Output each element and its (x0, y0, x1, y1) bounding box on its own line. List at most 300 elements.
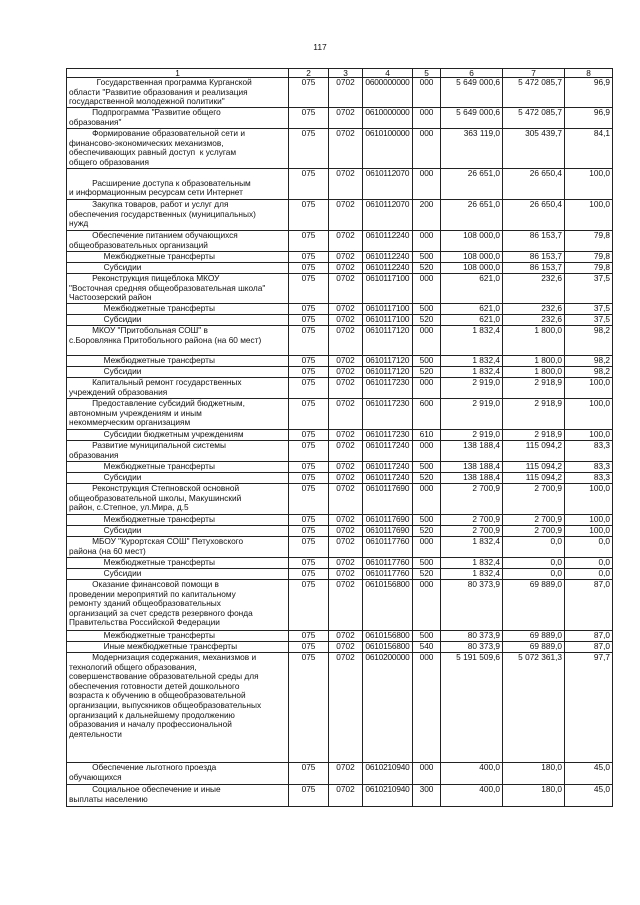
section-code: 0702 (329, 473, 363, 484)
target-article-code: 0610156800 (363, 642, 413, 653)
target-article-code: 0610117100 (363, 274, 413, 304)
grbs-code: 075 (289, 763, 329, 785)
table-row (67, 315, 613, 326)
planned-amount: 2 919,0 (441, 430, 503, 441)
target-article-code: 0610117120 (363, 356, 413, 367)
grbs-code: 075 (289, 631, 329, 642)
section-code: 0702 (329, 484, 363, 515)
table-row (67, 304, 613, 315)
executed-amount: 115 094,2 (503, 473, 565, 484)
execution-percent: 100,0 (565, 399, 613, 430)
section-code: 0702 (329, 515, 363, 526)
item-name: МБОУ "Курортская СОШ" Петуховского района (на 60 мест) (67, 537, 289, 558)
expense-type-code: 300 (413, 785, 441, 807)
table-row (67, 430, 613, 441)
section-code: 0702 (329, 263, 363, 274)
execution-percent: 79,8 (565, 252, 613, 263)
section-code: 0702 (329, 78, 363, 108)
table-row (67, 785, 613, 807)
grbs-code: 075 (289, 378, 329, 399)
grbs-code: 075 (289, 399, 329, 430)
grbs-code: 075 (289, 580, 329, 631)
target-article-code: 0610117690 (363, 484, 413, 515)
execution-percent: 37,5 (565, 315, 613, 326)
item-name: Предоставление субсидий бюджетным, автономным учреждениям и иным некоммерческим организациям (67, 399, 289, 430)
executed-amount: 180,0 (503, 785, 565, 807)
execution-percent: 100,0 (565, 200, 613, 231)
planned-amount: 621,0 (441, 274, 503, 304)
execution-percent: 45,0 (565, 763, 613, 785)
execution-percent: 87,0 (565, 631, 613, 642)
target-article-code: 0610112240 (363, 231, 413, 252)
target-article-code: 0610112240 (363, 252, 413, 263)
executed-amount: 180,0 (503, 763, 565, 785)
section-code: 0702 (329, 785, 363, 807)
expense-type-code: 500 (413, 356, 441, 367)
section-code: 0702 (329, 580, 363, 631)
section-code: 0702 (329, 569, 363, 580)
execution-percent: 100,0 (565, 378, 613, 399)
execution-percent: 79,8 (565, 231, 613, 252)
item-name: Расширение доступа к образовательным и информационным ресурсам сети Интернет (67, 169, 289, 200)
target-article-code: 0610112070 (363, 200, 413, 231)
expense-type-code: 520 (413, 473, 441, 484)
item-name: Социальное обеспечение и иные выплаты населению (67, 785, 289, 807)
target-article-code: 0610117120 (363, 326, 413, 356)
target-article-code: 0610156800 (363, 580, 413, 631)
executed-amount: 232,6 (503, 315, 565, 326)
column-header: 7 (503, 69, 565, 78)
target-article-code: 0610117100 (363, 315, 413, 326)
item-name: Реконструкция пищеблока МКОУ "Восточная средняя общеобразовательная школа" Частоозерский район (67, 274, 289, 304)
grbs-code: 075 (289, 169, 329, 200)
section-code: 0702 (329, 129, 363, 169)
execution-percent: 87,0 (565, 642, 613, 653)
expense-type-code: 610 (413, 430, 441, 441)
planned-amount: 2 700,9 (441, 526, 503, 537)
expense-type-code: 520 (413, 569, 441, 580)
expense-type-code: 500 (413, 462, 441, 473)
planned-amount: 1 832,4 (441, 537, 503, 558)
table-row (67, 642, 613, 653)
section-code: 0702 (329, 462, 363, 473)
execution-percent: 100,0 (565, 484, 613, 515)
section-code: 0702 (329, 441, 363, 462)
column-header: 4 (363, 69, 413, 78)
item-name: Развитие муниципальной системы образования (67, 441, 289, 462)
grbs-code: 075 (289, 326, 329, 356)
section-code: 0702 (329, 378, 363, 399)
planned-amount: 1 832,4 (441, 367, 503, 378)
executed-amount: 0,0 (503, 569, 565, 580)
planned-amount: 138 188,4 (441, 462, 503, 473)
planned-amount: 26 651,0 (441, 169, 503, 200)
target-article-code: 0610156800 (363, 631, 413, 642)
table-row (67, 399, 613, 430)
table-row (67, 367, 613, 378)
grbs-code: 075 (289, 558, 329, 569)
planned-amount: 1 832,4 (441, 356, 503, 367)
column-header: 3 (329, 69, 363, 78)
expense-type-code: 000 (413, 484, 441, 515)
planned-amount: 138 188,4 (441, 441, 503, 462)
planned-amount: 80 373,9 (441, 631, 503, 642)
section-code: 0702 (329, 169, 363, 200)
execution-percent: 87,0 (565, 580, 613, 631)
planned-amount: 1 832,4 (441, 326, 503, 356)
section-code: 0702 (329, 315, 363, 326)
executed-amount: 2 700,9 (503, 515, 565, 526)
item-name: Закупка товаров, работ и услуг для обеспечения государственных (муниципальных) нужд (67, 200, 289, 231)
execution-percent: 100,0 (565, 526, 613, 537)
table-row (67, 580, 613, 631)
table-row (67, 558, 613, 569)
target-article-code: 0610210940 (363, 763, 413, 785)
target-article-code: 0610117240 (363, 462, 413, 473)
planned-amount: 2 700,9 (441, 515, 503, 526)
target-article-code: 0610100000 (363, 129, 413, 169)
planned-amount: 5 649 000,6 (441, 78, 503, 108)
item-name: Межбюджетные трансферты (67, 462, 289, 473)
execution-percent: 100,0 (565, 430, 613, 441)
planned-amount: 400,0 (441, 785, 503, 807)
execution-percent: 84,1 (565, 129, 613, 169)
executed-amount: 69 889,0 (503, 580, 565, 631)
table-row (67, 526, 613, 537)
planned-amount: 5 191 509,6 (441, 653, 503, 763)
item-name: Межбюджетные трансферты (67, 631, 289, 642)
executed-amount: 2 918,9 (503, 378, 565, 399)
item-name: Межбюджетные трансферты (67, 304, 289, 315)
table-row (67, 274, 613, 304)
target-article-code: 0610000000 (363, 108, 413, 129)
item-name: Межбюджетные трансферты (67, 558, 289, 569)
executed-amount: 232,6 (503, 274, 565, 304)
item-name: Субсидии (67, 473, 289, 484)
item-name: Субсидии бюджетным учреждениям (67, 430, 289, 441)
target-article-code: 0610117690 (363, 526, 413, 537)
section-code: 0702 (329, 642, 363, 653)
expense-type-code: 000 (413, 326, 441, 356)
planned-amount: 2 700,9 (441, 484, 503, 515)
execution-percent: 96,9 (565, 108, 613, 129)
expense-type-code: 520 (413, 526, 441, 537)
item-name: Модернизация содержания, механизмов и технологий общего образования, совершенствование образовательной среды для обеспечения готовности детей дошкольного возраста к обучению в общеобразовательной организации, выпускников общеобразовательных организаций к дальнейшему продолжению образования и началу профессиональной деятельности (67, 653, 289, 763)
column-number-row (67, 69, 613, 78)
target-article-code: 0610117230 (363, 430, 413, 441)
item-name: Межбюджетные трансферты (67, 515, 289, 526)
section-code: 0702 (329, 763, 363, 785)
executed-amount: 232,6 (503, 304, 565, 315)
grbs-code: 075 (289, 441, 329, 462)
item-name: Обеспечение льготного проезда обучающихся (67, 763, 289, 785)
table-row (67, 263, 613, 274)
planned-amount: 80 373,9 (441, 580, 503, 631)
executed-amount: 2 700,9 (503, 484, 565, 515)
target-article-code: 0610117760 (363, 558, 413, 569)
executed-amount: 5 072 361,3 (503, 653, 565, 763)
expense-type-code: 000 (413, 653, 441, 763)
table-row (67, 252, 613, 263)
page-number: 117 (313, 42, 327, 52)
column-header: 2 (289, 69, 329, 78)
grbs-code: 075 (289, 108, 329, 129)
execution-percent: 0,0 (565, 537, 613, 558)
item-name: Формирование образовательной сети и финансово-экономических механизмов, обеспечивающих равный доступ к услугам общего образования (67, 129, 289, 169)
table-row (67, 231, 613, 252)
table-row (67, 763, 613, 785)
target-article-code: 0610117690 (363, 515, 413, 526)
grbs-code: 075 (289, 252, 329, 263)
grbs-code: 075 (289, 462, 329, 473)
grbs-code: 075 (289, 231, 329, 252)
executed-amount: 5 472 085,7 (503, 78, 565, 108)
expense-type-code: 500 (413, 252, 441, 263)
execution-percent: 98,2 (565, 326, 613, 356)
section-code: 0702 (329, 231, 363, 252)
grbs-code: 075 (289, 473, 329, 484)
executed-amount: 2 700,9 (503, 526, 565, 537)
executed-amount: 0,0 (503, 537, 565, 558)
executed-amount: 305 439,7 (503, 129, 565, 169)
planned-amount: 2 919,0 (441, 378, 503, 399)
executed-amount: 86 153,7 (503, 263, 565, 274)
section-code: 0702 (329, 356, 363, 367)
item-name: Субсидии (67, 263, 289, 274)
execution-percent: 83,3 (565, 441, 613, 462)
expense-type-code: 520 (413, 315, 441, 326)
grbs-code: 075 (289, 484, 329, 515)
table-row (67, 515, 613, 526)
item-name: Капитальный ремонт государственных учреждений образования (67, 378, 289, 399)
expense-type-code: 000 (413, 441, 441, 462)
expense-type-code: 500 (413, 515, 441, 526)
execution-percent: 0,0 (565, 569, 613, 580)
item-name: Реконструкция Степновской основной общеобразовательной школы, Макушинский район, с.Степное, ул.Мира, д.5 (67, 484, 289, 515)
table-row (67, 129, 613, 169)
table-row (67, 631, 613, 642)
expense-type-code: 540 (413, 642, 441, 653)
target-article-code: 0610117120 (363, 367, 413, 378)
execution-percent: 0,0 (565, 558, 613, 569)
item-name: Субсидии (67, 315, 289, 326)
grbs-code: 075 (289, 356, 329, 367)
column-header: 6 (441, 69, 503, 78)
section-code: 0702 (329, 252, 363, 263)
section-code: 0702 (329, 367, 363, 378)
execution-percent: 98,2 (565, 367, 613, 378)
target-article-code: 0610117240 (363, 441, 413, 462)
grbs-code: 075 (289, 304, 329, 315)
expense-type-code: 000 (413, 274, 441, 304)
table-row (67, 484, 613, 515)
target-article-code: 0610117760 (363, 569, 413, 580)
planned-amount: 138 188,4 (441, 473, 503, 484)
expense-type-code: 000 (413, 78, 441, 108)
table-row (67, 356, 613, 367)
section-code: 0702 (329, 653, 363, 763)
table-row (67, 78, 613, 108)
table-row (67, 441, 613, 462)
item-name: Субсидии (67, 526, 289, 537)
planned-amount: 5 649 000,6 (441, 108, 503, 129)
table-row (67, 169, 613, 200)
section-code: 0702 (329, 274, 363, 304)
planned-amount: 621,0 (441, 315, 503, 326)
execution-percent: 97,7 (565, 653, 613, 763)
section-code: 0702 (329, 326, 363, 356)
section-code: 0702 (329, 304, 363, 315)
execution-percent: 37,5 (565, 274, 613, 304)
execution-percent: 100,0 (565, 169, 613, 200)
grbs-code: 075 (289, 274, 329, 304)
execution-percent: 98,2 (565, 356, 613, 367)
column-header: 5 (413, 69, 441, 78)
expense-type-code: 520 (413, 367, 441, 378)
expense-type-code: 000 (413, 378, 441, 399)
executed-amount: 1 800,0 (503, 326, 565, 356)
expense-type-code: 000 (413, 129, 441, 169)
table-body (67, 78, 613, 807)
grbs-code: 075 (289, 430, 329, 441)
executed-amount: 5 472 085,7 (503, 108, 565, 129)
grbs-code: 075 (289, 642, 329, 653)
table-row (67, 473, 613, 484)
planned-amount: 621,0 (441, 304, 503, 315)
planned-amount: 400,0 (441, 763, 503, 785)
grbs-code: 075 (289, 367, 329, 378)
executed-amount: 1 800,0 (503, 356, 565, 367)
expense-type-code: 600 (413, 399, 441, 430)
grbs-code: 075 (289, 200, 329, 231)
grbs-code: 075 (289, 315, 329, 326)
expense-type-code: 520 (413, 263, 441, 274)
section-code: 0702 (329, 558, 363, 569)
planned-amount: 2 919,0 (441, 399, 503, 430)
executed-amount: 69 889,0 (503, 642, 565, 653)
executed-amount: 86 153,7 (503, 231, 565, 252)
planned-amount: 1 832,4 (441, 569, 503, 580)
grbs-code: 075 (289, 129, 329, 169)
grbs-code: 075 (289, 569, 329, 580)
target-article-code: 0610117760 (363, 537, 413, 558)
planned-amount: 80 373,9 (441, 642, 503, 653)
table-row (67, 653, 613, 763)
planned-amount: 363 119,0 (441, 129, 503, 169)
section-code: 0702 (329, 200, 363, 231)
item-name: Межбюджетные трансферты (67, 356, 289, 367)
grbs-code: 075 (289, 537, 329, 558)
expense-type-code: 500 (413, 631, 441, 642)
section-code: 0702 (329, 526, 363, 537)
item-name: Государственная программа Курганской области "Развитие образования и реализация государственной молодежной политики" (67, 78, 289, 108)
expense-type-code: 000 (413, 537, 441, 558)
item-name: МКОУ "Притобольная СОШ" в с.Боровлянка Притобольного района (на 60 мест) (67, 326, 289, 356)
table-row (67, 569, 613, 580)
table-row (67, 537, 613, 558)
executed-amount: 26 650,4 (503, 169, 565, 200)
section-code: 0702 (329, 430, 363, 441)
planned-amount: 108 000,0 (441, 263, 503, 274)
table-row (67, 462, 613, 473)
target-article-code: 0600000000 (363, 78, 413, 108)
column-header: 8 (565, 69, 613, 78)
item-name: Субсидии (67, 569, 289, 580)
grbs-code: 075 (289, 526, 329, 537)
execution-percent: 96,9 (565, 78, 613, 108)
grbs-code: 075 (289, 653, 329, 763)
execution-percent: 83,3 (565, 462, 613, 473)
item-name: Иные межбюджетные трансферты (67, 642, 289, 653)
section-code: 0702 (329, 537, 363, 558)
item-name: Межбюджетные трансферты (67, 252, 289, 263)
execution-percent: 45,0 (565, 785, 613, 807)
expense-type-code: 200 (413, 200, 441, 231)
section-code: 0702 (329, 108, 363, 129)
budget-execution-table (66, 68, 613, 807)
target-article-code: 0610210940 (363, 785, 413, 807)
expense-type-code: 000 (413, 231, 441, 252)
grbs-code: 075 (289, 263, 329, 274)
target-article-code: 0610117100 (363, 304, 413, 315)
section-code: 0702 (329, 631, 363, 642)
grbs-code: 075 (289, 785, 329, 807)
planned-amount: 108 000,0 (441, 231, 503, 252)
expense-type-code: 000 (413, 580, 441, 631)
table-row (67, 378, 613, 399)
grbs-code: 075 (289, 515, 329, 526)
executed-amount: 86 153,7 (503, 252, 565, 263)
expense-type-code: 500 (413, 304, 441, 315)
executed-amount: 115 094,2 (503, 462, 565, 473)
grbs-code: 075 (289, 78, 329, 108)
target-article-code: 0610117240 (363, 473, 413, 484)
expense-type-code: 000 (413, 169, 441, 200)
planned-amount: 1 832,4 (441, 558, 503, 569)
execution-percent: 83,3 (565, 473, 613, 484)
executed-amount: 26 650,4 (503, 200, 565, 231)
execution-percent: 79,8 (565, 263, 613, 274)
planned-amount: 108 000,0 (441, 252, 503, 263)
planned-amount: 26 651,0 (441, 200, 503, 231)
executed-amount: 115 094,2 (503, 441, 565, 462)
target-article-code: 0610112240 (363, 263, 413, 274)
table-row (67, 326, 613, 356)
table-row (67, 200, 613, 231)
expense-type-code: 000 (413, 108, 441, 129)
executed-amount: 69 889,0 (503, 631, 565, 642)
column-header: 1 (67, 69, 289, 78)
executed-amount: 1 800,0 (503, 367, 565, 378)
item-name: Субсидии (67, 367, 289, 378)
executed-amount: 2 918,9 (503, 430, 565, 441)
executed-amount: 0,0 (503, 558, 565, 569)
target-article-code: 0610117230 (363, 399, 413, 430)
target-article-code: 0610200000 (363, 653, 413, 763)
execution-percent: 37,5 (565, 304, 613, 315)
target-article-code: 0610117230 (363, 378, 413, 399)
item-name: Подпрограмма "Развитие общего образования" (67, 108, 289, 129)
execution-percent: 100,0 (565, 515, 613, 526)
executed-amount: 2 918,9 (503, 399, 565, 430)
section-code: 0702 (329, 399, 363, 430)
item-name: Оказание финансовой помощи в проведении мероприятий по капитальному ремонту зданий общеобразовательных организаций за счет средств резервного фонда Правительства Российской Федерации (67, 580, 289, 631)
target-article-code: 0610112070 (363, 169, 413, 200)
table-row (67, 108, 613, 129)
expense-type-code: 000 (413, 763, 441, 785)
expense-type-code: 500 (413, 558, 441, 569)
item-name: Обеспечение питанием обучающихся общеобразовательных организаций (67, 231, 289, 252)
